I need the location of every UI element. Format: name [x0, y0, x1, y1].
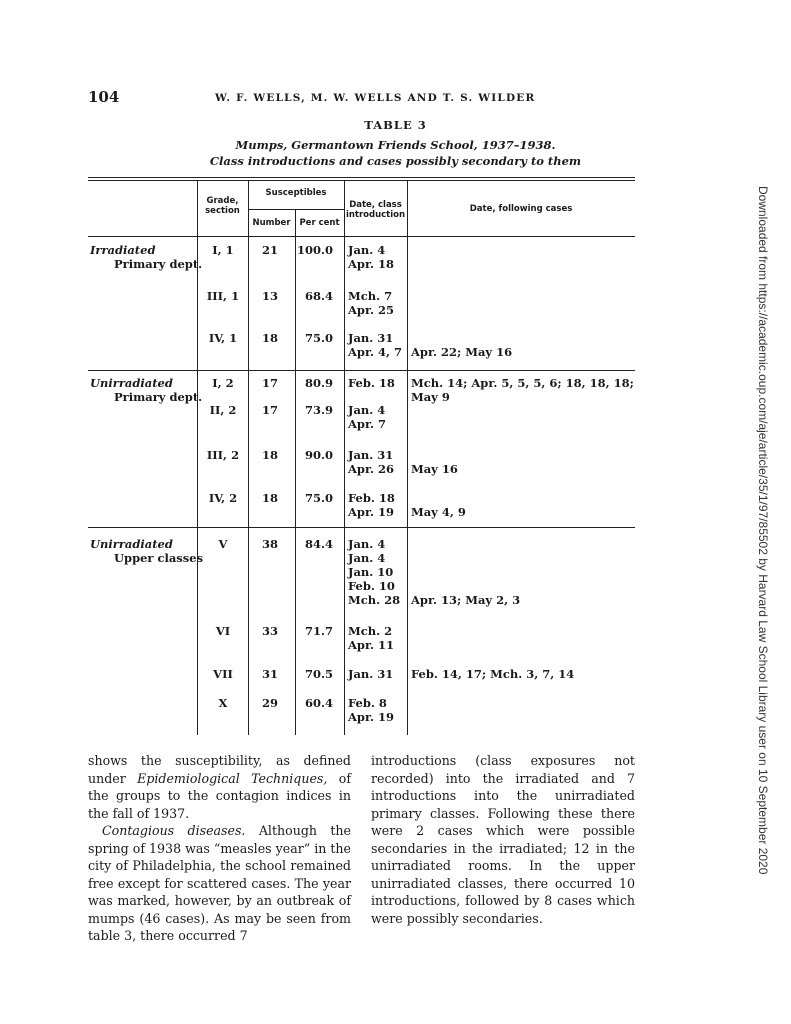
- table-cell-number: 18: [261, 448, 278, 462]
- header-number: Number: [252, 218, 291, 228]
- table-label: TABLE 3: [364, 118, 427, 132]
- table-cell-number: 29: [261, 696, 278, 710]
- group-sublabel-unirradiated-primary: Primary dept.: [114, 390, 203, 404]
- table-cell-grade: I, 2: [212, 376, 234, 390]
- table-cell-following: Mch. 14; Apr. 5, 5, 5, 6; 18, 18, 18; May 9: [411, 376, 634, 404]
- table-cell-dates: Jan. 31 Apr. 26: [348, 448, 394, 476]
- table-cell-following: May 16: [411, 462, 458, 476]
- header-date-following: Date, following cases: [469, 204, 573, 214]
- table-cell-grade: VII: [213, 667, 233, 681]
- table-cell-grade: III, 1: [206, 289, 240, 303]
- table-caption-line-2: Class introductions and cases possibly secondary to them: [209, 154, 582, 168]
- table-cell-number: 17: [261, 376, 278, 390]
- table-cell-grade: II, 2: [209, 403, 237, 417]
- group-rule-1: [88, 370, 635, 371]
- header-susceptibles: Susceptibles: [265, 188, 327, 198]
- table-cell-grade: IV, 1: [208, 331, 238, 345]
- table-top-rule-1: [88, 177, 635, 178]
- header-grade-section: Grade, section: [205, 196, 240, 216]
- table-cell-number: 18: [261, 331, 278, 345]
- table-cell-following: May 4, 9: [411, 505, 466, 519]
- table-cell-percent: 90.0: [304, 448, 333, 462]
- header-bottom-rule: [88, 236, 635, 237]
- group-sublabel-irradiated: Primary dept.: [114, 257, 203, 271]
- page-number: 104: [88, 88, 120, 106]
- table-cell-dates: Jan. 4 Apr. 18: [348, 243, 394, 271]
- col-rule-percent: [295, 209, 296, 735]
- table-cell-grade: V: [218, 537, 228, 551]
- table-cell-dates: Jan. 31 Apr. 4, 7: [348, 331, 402, 359]
- table-cell-percent: 60.4: [304, 696, 333, 710]
- table-cell-following: Feb. 14, 17; Mch. 3, 7, 14: [411, 667, 575, 681]
- table-cell-following: Apr. 22; May 16: [411, 345, 513, 359]
- table-cell-dates: Feb. 18 Apr. 19: [348, 491, 395, 519]
- table-cell-dates: Feb. 18: [348, 376, 395, 390]
- header-per-cent: Per cent: [299, 218, 340, 228]
- text-run: of the groups to the contagion indices in the fall of 1937.: [88, 770, 351, 821]
- table-cell-percent: 75.0: [304, 491, 333, 505]
- table-cell-following: Apr. 13; May 2, 3: [411, 593, 521, 607]
- text-run: Although the spring of 1938 was “measles year” in the city of Philadelphia, the school remained free except for scattered cases. The year was marked, however, by an outbreak of mumps (46 cases). As may be seen from table 3, there occurred 7: [88, 823, 351, 943]
- paragraph: [88, 822, 351, 945]
- group-sublabel-unirradiated-upper: Upper classes: [114, 551, 204, 565]
- table-cell-grade: III, 2: [206, 448, 240, 462]
- table-cell-dates: Feb. 8 Apr. 19: [348, 696, 394, 724]
- table-cell-percent: 73.9: [304, 403, 333, 417]
- table-cell-percent: 84.4: [304, 537, 333, 551]
- body-column-left: [88, 752, 351, 945]
- table-cell-percent: 68.4: [304, 289, 333, 303]
- paragraph: [88, 752, 351, 822]
- table-cell-percent: 80.9: [304, 376, 333, 390]
- header-date-introduction: Date, class introduction: [345, 200, 406, 220]
- download-watermark: Downloaded from https://academic.oup.com/aje/article/35/1/97/85502 by Harvard Law School Library user on 10 September 2020: [756, 186, 770, 875]
- table-cell-dates: Jan. 31: [348, 667, 394, 681]
- table-cell-number: 31: [261, 667, 278, 681]
- table-cell-number: 33: [261, 624, 278, 638]
- text-run-italic: Epidemiological Techniques,: [137, 770, 328, 786]
- table-caption-line-1: Mumps, Germantown Friends School, 1937–1938.: [235, 138, 556, 152]
- group-label-unirradiated-upper: Unirradiated: [90, 537, 173, 551]
- table-cell-number: 38: [261, 537, 278, 551]
- table-cell-percent: 75.0: [304, 331, 333, 345]
- group-rule-2: [88, 527, 635, 528]
- running-head: W. F. WELLS, M. W. WELLS AND T. S. WILDER: [215, 92, 536, 104]
- table-cell-grade: IV, 2: [208, 491, 238, 505]
- table-cell-number: 21: [261, 243, 278, 257]
- table-cell-dates: Jan. 4 Jan. 4 Jan. 10 Feb. 10 Mch. 28: [348, 537, 401, 607]
- table-cell-number: 18: [261, 491, 278, 505]
- table-cell-grade: X: [218, 696, 228, 710]
- group-label-irradiated: Irradiated: [90, 243, 156, 257]
- table-cell-percent: 71.7: [304, 624, 333, 638]
- table-cell-grade: I, 1: [212, 243, 234, 257]
- table-top-rule-2: [88, 180, 635, 181]
- table-cell-dates: Mch. 7 Apr. 25: [348, 289, 394, 317]
- body-column-right: [371, 752, 635, 927]
- table-cell-number: 17: [261, 403, 278, 417]
- paragraph: introductions (class exposures not recorded) into the irradiated and 7 introductions into the unirradiated primary classes. Following these there were 2 cases which were possible secondaries in the irradiated; 12 in the unirradiated rooms. In the upper unirradiated classes, there occurred 10 introductions, followed by 8 cases which were possibly secondaries.: [371, 753, 635, 926]
- table-cell-percent: 70.5: [304, 667, 333, 681]
- table-cell-dates: Mch. 2 Apr. 11: [348, 624, 394, 652]
- table-cell-grade: VI: [215, 624, 231, 638]
- col-rule-date: [344, 180, 345, 735]
- table-cell-percent: 100.0: [296, 243, 333, 257]
- table-cell-number: 13: [261, 289, 278, 303]
- text-run: shows the susceptibility, as defined under: [88, 753, 351, 786]
- susceptibles-rule: [248, 209, 344, 210]
- text-run-italic: Contagious diseases.: [102, 823, 246, 838]
- table-cell-dates: Jan. 4 Apr. 7: [348, 403, 386, 431]
- group-label-unirradiated-primary: Unirradiated: [90, 376, 173, 390]
